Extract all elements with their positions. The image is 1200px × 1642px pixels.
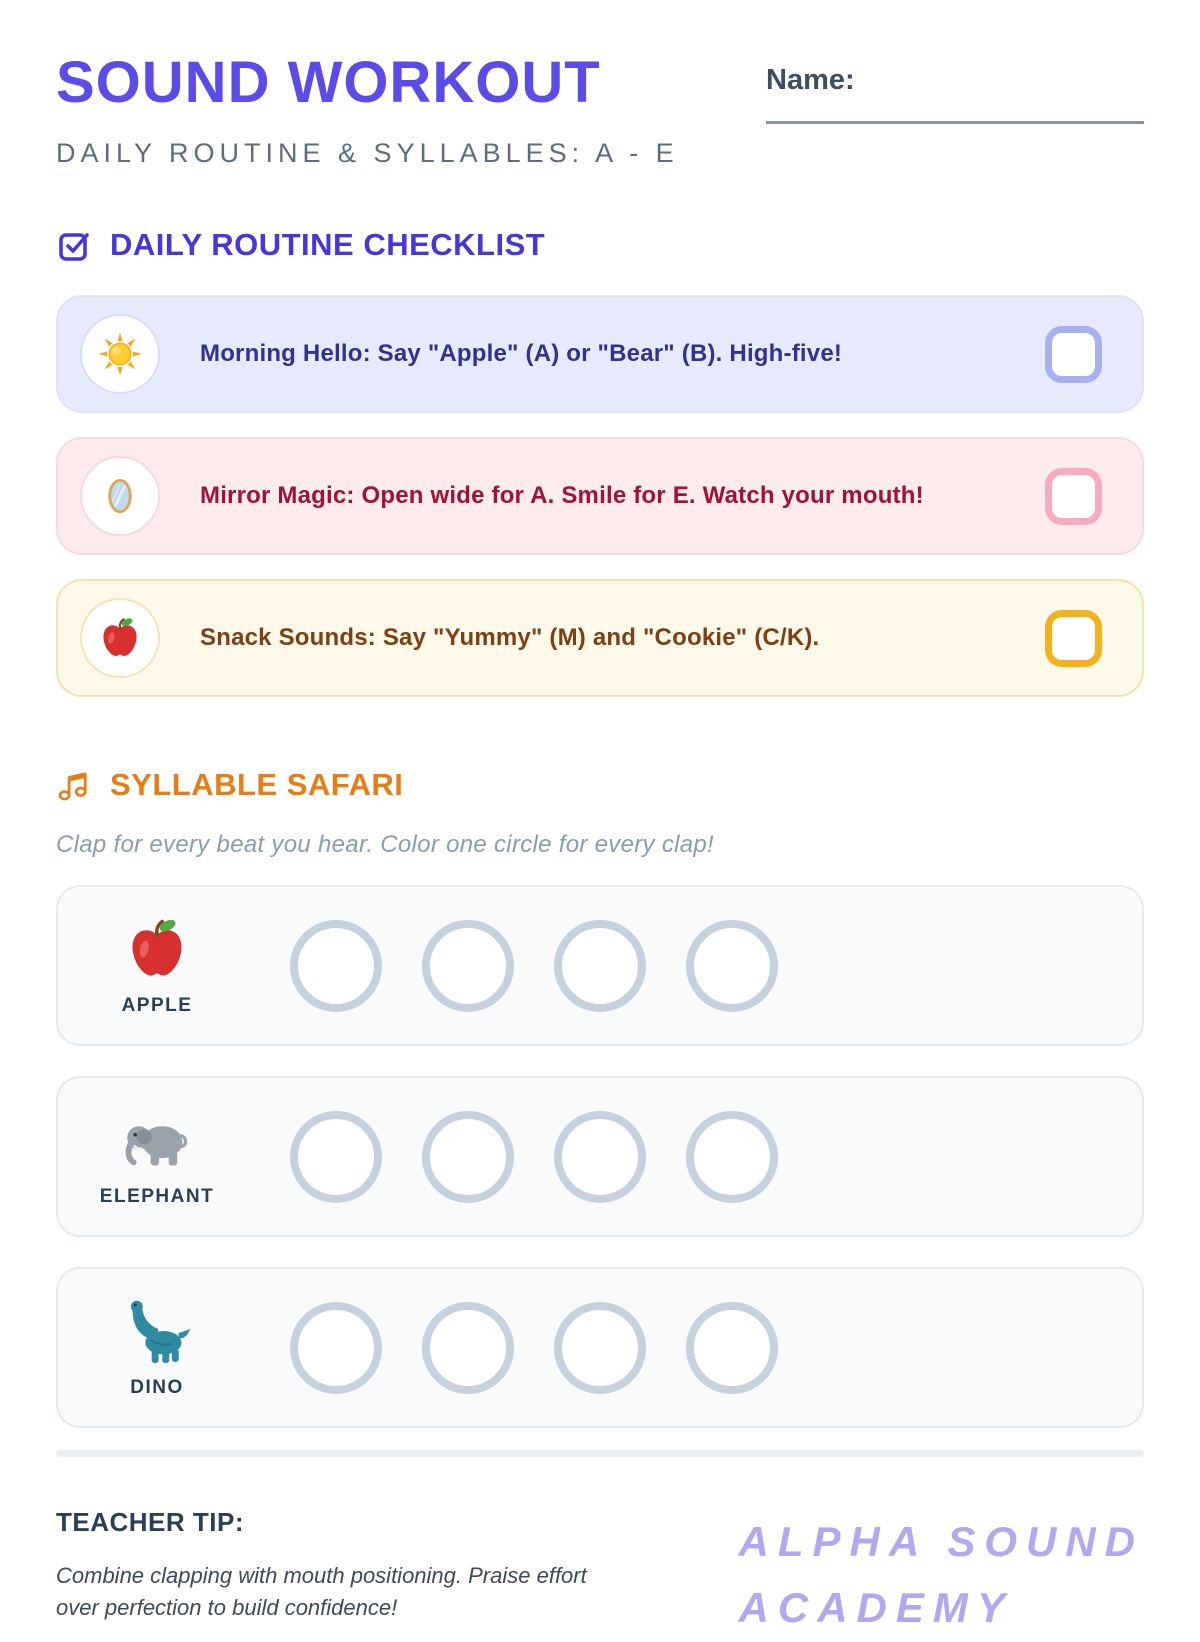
clap-circle[interactable]	[422, 920, 514, 1012]
apple-icon	[97, 615, 143, 661]
brand-line-1: ALPHA SOUND	[738, 1518, 1144, 1565]
sun-icon-circle	[80, 314, 160, 394]
clap-circle[interactable]	[290, 1302, 382, 1394]
page-footer	[56, 1507, 1144, 1642]
checklist-item-morning-hello	[56, 295, 1144, 413]
checklist-section-heading	[56, 227, 1144, 263]
clap-circle[interactable]	[686, 920, 778, 1012]
apple-icon	[123, 915, 191, 983]
clap-circle[interactable]	[554, 1111, 646, 1203]
animal-label: APPLE	[121, 994, 193, 1016]
brand-wordmark	[739, 1507, 1144, 1642]
mirror-icon-circle	[80, 456, 160, 536]
page-title: SOUND WORKOUT	[56, 50, 601, 115]
dino-icon	[123, 1297, 191, 1365]
footer-divider	[56, 1450, 1144, 1457]
checklist-item-checkbox[interactable]	[1045, 610, 1102, 667]
mirror-icon	[98, 474, 142, 518]
animal-label: ELEPHANT	[99, 1185, 215, 1207]
safari-row-dino	[56, 1267, 1144, 1428]
animal-block	[82, 1297, 232, 1399]
clap-circle[interactable]	[686, 1111, 778, 1203]
elephant-icon	[123, 1106, 191, 1174]
clap-circles	[290, 920, 778, 1012]
brand-line-2: ACADEMY	[738, 1584, 1014, 1632]
checklist-item-text: Morning Hello: Say "Apple" (A) or "Bear" (B). High-five!	[200, 340, 843, 367]
clap-circles	[290, 1111, 778, 1203]
clap-circle[interactable]	[290, 1111, 382, 1203]
animal-block	[82, 915, 232, 1017]
checked-checkbox-icon	[56, 227, 92, 263]
clap-circle[interactable]	[686, 1302, 778, 1394]
teacher-tip-body: Combine clapping with mouth positioning. Praise effort over perfection to build confidence!	[56, 1563, 587, 1620]
clap-circle[interactable]	[422, 1302, 514, 1394]
name-label: Name:	[766, 64, 855, 96]
teacher-tip-block	[56, 1507, 666, 1642]
checklist-heading-text: DAILY ROUTINE CHECKLIST	[110, 227, 546, 262]
title-block	[56, 50, 679, 169]
checklist-item-text: Mirror Magic: Open wide for A. Smile for E. Watch your mouth!	[200, 482, 924, 509]
page-subtitle: DAILY ROUTINE & SYLLABLES: A - E	[56, 138, 679, 168]
clap-circle[interactable]	[290, 920, 382, 1012]
safari-row-apple	[56, 885, 1144, 1046]
clap-circle[interactable]	[422, 1111, 514, 1203]
safari-heading-text: SYLLABLE SAFARI	[110, 767, 404, 802]
teacher-tip-heading: TEACHER TIP:	[56, 1507, 244, 1537]
safari-section-heading	[56, 767, 1144, 803]
checklist-item-checkbox[interactable]	[1045, 468, 1102, 525]
animal-block	[82, 1106, 232, 1208]
checklist-item-snack-sounds	[56, 579, 1144, 697]
name-write-line[interactable]	[766, 121, 1144, 124]
checklist-item-mirror-magic	[56, 437, 1144, 555]
sun-icon	[97, 331, 143, 377]
animal-label: DINO	[130, 1376, 184, 1398]
checklist-item-text: Snack Sounds: Say "Yummy" (M) and "Cookie" (C/K).	[200, 624, 820, 651]
page-header	[56, 50, 1144, 169]
safari-row-elephant	[56, 1076, 1144, 1237]
music-notes-icon	[56, 767, 92, 803]
apple-icon-circle	[80, 598, 160, 678]
safari-instruction: Clap for every beat you hear. Color one circle for every clap!	[56, 831, 715, 858]
clap-circles	[290, 1302, 778, 1394]
clap-circle[interactable]	[554, 920, 646, 1012]
name-block	[766, 54, 1144, 124]
checklist-item-checkbox[interactable]	[1045, 326, 1102, 383]
clap-circle[interactable]	[554, 1302, 646, 1394]
